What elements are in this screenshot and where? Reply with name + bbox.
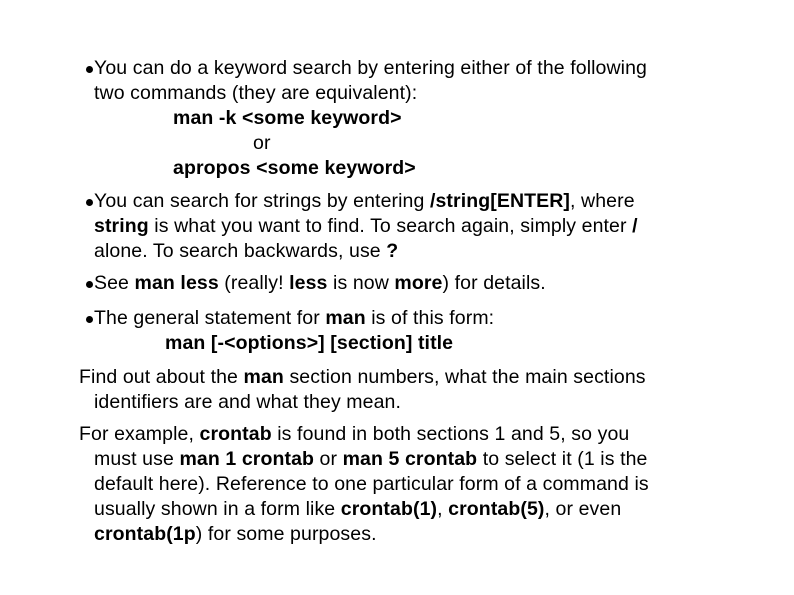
text-run: , where xyxy=(570,190,635,212)
bold-term: man 1 crontab xyxy=(179,448,315,470)
text-run: must use xyxy=(94,448,180,470)
text-line xyxy=(79,365,646,389)
text-run: or xyxy=(314,448,343,470)
text-run: two commands (they are equivalent): xyxy=(94,82,418,104)
text-line xyxy=(94,522,377,546)
bold-term: ? xyxy=(386,240,399,262)
bold-term: crontab(5) xyxy=(448,498,545,520)
text-run: is now xyxy=(327,272,395,294)
text-run: section numbers, what the main sections xyxy=(283,366,646,388)
text-line xyxy=(94,306,494,330)
text-line xyxy=(94,271,546,295)
bullet-marker xyxy=(86,316,93,323)
text-line xyxy=(79,422,629,446)
text-run: ) for details. xyxy=(442,272,546,294)
text-run: identifiers are and what they mean. xyxy=(94,391,402,413)
text-run: Find out about the xyxy=(79,366,244,388)
bold-term: apropos <some keyword> xyxy=(173,157,416,179)
bullet-marker xyxy=(86,66,93,73)
bold-term: string xyxy=(94,215,149,237)
text-run: alone. To search backwards, use xyxy=(94,240,387,262)
text-line xyxy=(94,447,648,471)
text-run: to select it (1 is the xyxy=(477,448,648,470)
text-line xyxy=(94,497,621,521)
bold-term: less xyxy=(289,272,328,294)
bold-term: man xyxy=(243,366,284,388)
bold-term: /string[ENTER] xyxy=(429,190,571,212)
bold-term: crontab(1) xyxy=(340,498,438,520)
bold-term: / xyxy=(632,215,638,237)
text-line xyxy=(94,390,401,414)
command-line xyxy=(173,106,402,130)
text-run: default here). Reference to one particular form of a command is xyxy=(94,473,649,495)
text-line xyxy=(94,81,417,105)
text-run: You can do a keyword search by entering either of the following xyxy=(94,57,648,79)
bold-term: man -k <some keyword> xyxy=(173,107,402,129)
bold-term: more xyxy=(394,272,443,294)
text-line xyxy=(94,472,649,496)
text-run: ) for some purposes. xyxy=(195,523,377,545)
command-line xyxy=(173,156,416,180)
text-run: You can search for strings by entering xyxy=(94,190,430,212)
bold-term: man xyxy=(325,307,366,329)
text-line xyxy=(94,56,647,80)
text-line xyxy=(94,189,635,213)
text-run: usually shown in a form like xyxy=(94,498,341,520)
bold-term: man 5 crontab xyxy=(342,448,478,470)
text-run: (really! xyxy=(218,272,290,294)
text-run: See xyxy=(94,272,135,294)
text-line xyxy=(94,214,638,238)
text-line xyxy=(253,131,271,155)
text-run: , xyxy=(437,498,449,520)
bold-term: man [-<options>] [section] title xyxy=(165,332,454,354)
text-run: For example, xyxy=(79,423,200,445)
bullet-marker xyxy=(86,281,93,288)
text-run: The general statement for xyxy=(94,307,326,329)
text-run: is found in both sections 1 and 5, so you xyxy=(271,423,630,445)
bullet-marker xyxy=(86,199,93,206)
text-run: is what you want to find. To search again, simply enter xyxy=(148,215,633,237)
text-run: is of this form: xyxy=(365,307,495,329)
bold-term: crontab xyxy=(199,423,272,445)
command-line xyxy=(165,331,453,355)
text-line xyxy=(94,239,398,263)
text-run: , or even xyxy=(544,498,622,520)
bold-term: man less xyxy=(134,272,219,294)
text-run: or xyxy=(253,132,271,154)
bold-term: crontab(1p xyxy=(94,523,196,545)
